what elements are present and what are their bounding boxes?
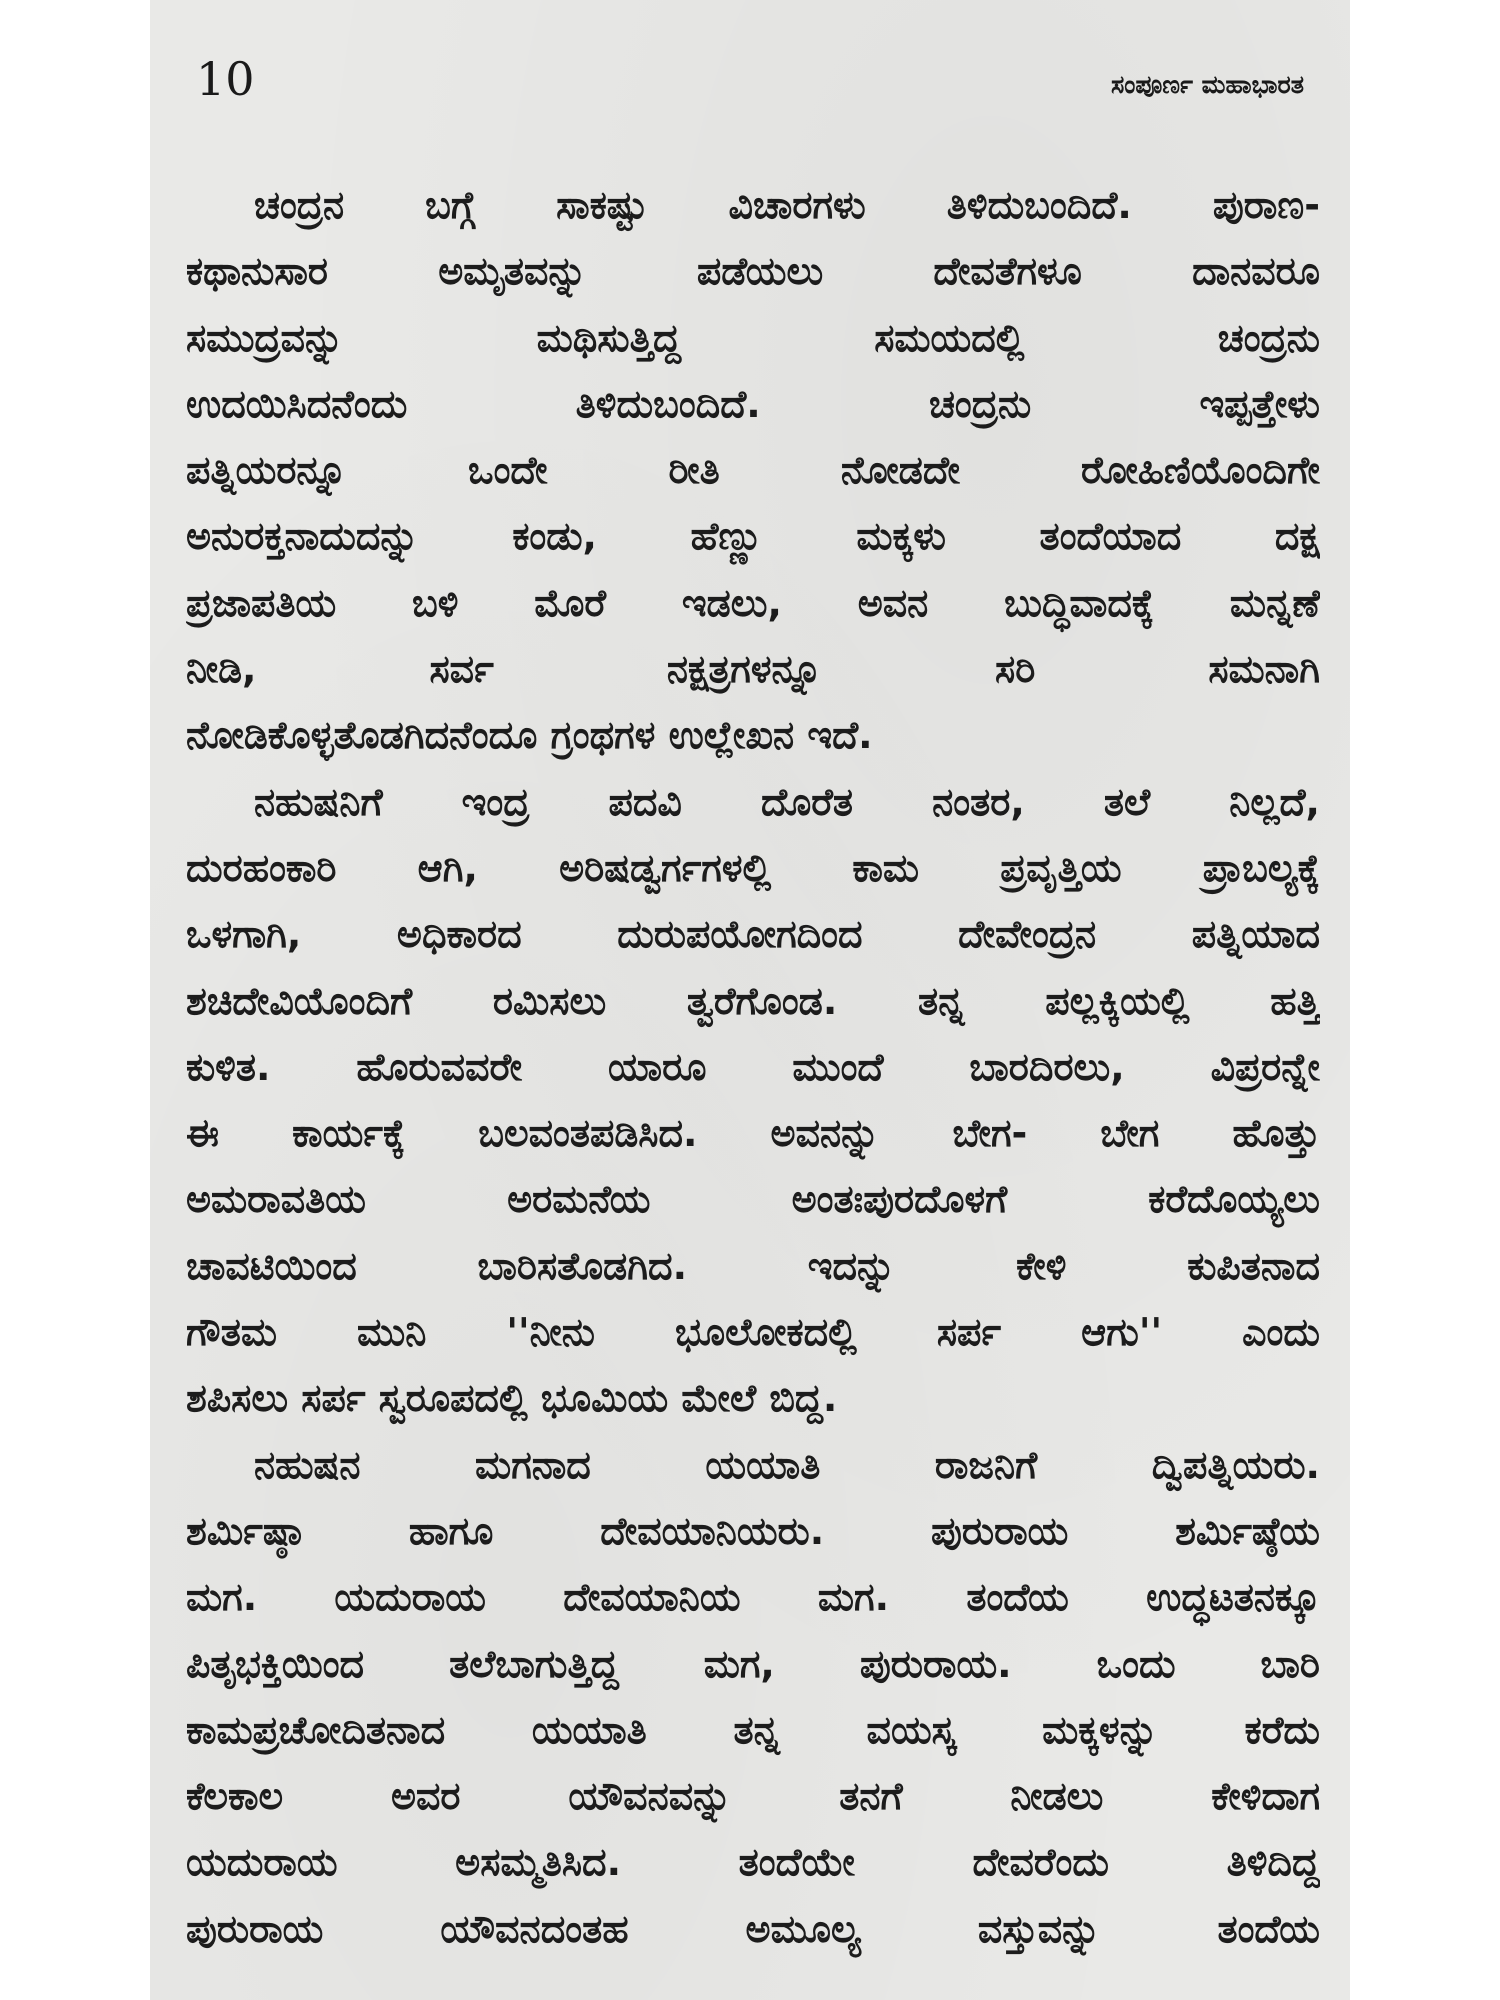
text-line: ಯದುರಾಯ ಅಸಮ್ಮತಿಸಿದ. ತಂದೆಯೇ ದೇವರೆಂದು ತಿಳಿದಿದ್ದ <box>186 1840 1320 1885</box>
text-line: ಅನುರಕ್ತನಾದುದನ್ನು ಕಂಡು, ಹೆಣ್ಣು ಮಕ್ಕಳು ತಂದೆಯಾದ ದಕ್ಷ <box>186 514 1320 559</box>
text-line: ದುರಹಂಕಾರಿ ಆಗಿ, ಅರಿಷಡ್ವರ್ಗಗಳಲ್ಲಿ ಕಾಮ ಪ್ರವೃತ್ತಿಯ ಪ್ರಾಬಲ್ಯಕ್ಕೆ <box>186 845 1320 890</box>
book-page <box>150 0 1350 2000</box>
text-line: ಗೌತಮ ಮುನಿ ''ನೀನು ಭೂಲೋಕದಲ್ಲಿ ಸರ್ಪ ಆಗು'' ಎಂದು <box>186 1310 1320 1355</box>
text-line: ನೀಡಿ, ಸರ್ವ ನಕ್ಷತ್ರಗಳನ್ನೂ ಸರಿ ಸಮನಾಗಿ <box>186 647 1320 692</box>
text-line: ನಹುಷನ ಮಗನಾದ ಯಯಾತಿ ರಾಜನಿಗೆ ದ್ವಿಪತ್ನಿಯರು. <box>254 1442 1320 1487</box>
text-line: ಒಳಗಾಗಿ, ಅಧಿಕಾರದ ದುರುಪಯೋಗದಿಂದ ದೇವೇಂದ್ರನ ಪತ್ನಿಯಾದ <box>186 912 1320 957</box>
text-line: ಸಮುದ್ರವನ್ನು ಮಥಿಸುತ್ತಿದ್ದ ಸಮಯದಲ್ಲಿ ಚಂದ್ರನು <box>186 315 1320 360</box>
text-line: ಪುರುರಾಯ ಯೌವನದಂತಹ ಅಮೂಲ್ಯ ವಸ್ತುವನ್ನು ತಂದೆಯ <box>186 1906 1320 1951</box>
body-text <box>186 172 1320 1962</box>
text-line: ಚಾವಟಿಯಿಂದ ಬಾರಿಸತೊಡಗಿದ. ಇದನ್ನು ಕೇಳಿ ಕುಪಿತನಾದ <box>186 1243 1320 1288</box>
page-number: 10 <box>196 52 255 106</box>
running-head-title: ಸಂಪೂರ್ಣ ಮಹಾಭಾರತ <box>1111 70 1304 99</box>
text-line: ಕಾಮಪ್ರಚೋದಿತನಾದ ಯಯಾತಿ ತನ್ನ ವಯಸ್ಕ ಮಕ್ಕಳನ್ನು ಕರೆದು <box>186 1707 1320 1752</box>
text-line: ಉದಯಿಸಿದನೆಂದು ತಿಳಿದುಬಂದಿದೆ. ಚಂದ್ರನು ಇಪ್ಪತ್ತೇಳು <box>186 381 1320 426</box>
text-line: ನೋಡಿಕೊಳ್ಳತೊಡಗಿದನೆಂದೂ ಗ್ರಂಥಗಳ ಉಲ್ಲೇಖನ ಇದೆ. <box>186 713 873 758</box>
text-line: ಕಥಾನುಸಾರ ಅಮೃತವನ್ನು ಪಡೆಯಲು ದೇವತೆಗಳೂ ದಾನವರೂ <box>186 249 1320 294</box>
text-line: ಅಮರಾವತಿಯ ಅರಮನೆಯ ಅಂತಃಪುರದೊಳಗೆ ಕರೆದೊಯ್ಯಲು <box>186 1177 1320 1222</box>
text-line: ಈ ಕಾರ್ಯಕ್ಕೆ ಬಲವಂತಪಡಿಸಿದ. ಅವನನ್ನು ಬೇಗ- ಬೇಗ ಹೊತ್ತು <box>186 1111 1320 1156</box>
text-line: ಚಂದ್ರನ ಬಗ್ಗೆ ಸಾಕಷ್ಟು ವಿಚಾರಗಳು ತಿಳಿದುಬಂದಿದೆ. ಪುರಾಣ- <box>254 183 1320 227</box>
text-line: ಮಗ. ಯದುರಾಯ ದೇವಯಾನಿಯ ಮಗ. ತಂದೆಯ ಉದ್ಧಟತನಕ್ಕೂ <box>186 1575 1320 1620</box>
text-line: ಪಿತೃಭಕ್ತಿಯಿಂದ ತಲೆಬಾಗುತ್ತಿದ್ದ ಮಗ, ಪುರುರಾಯ. ಒಂದು ಬಾರಿ <box>186 1641 1320 1686</box>
text-line: ಪ್ರಜಾಪತಿಯ ಬಳಿ ಮೊರೆ ಇಡಲು, ಅವನ ಬುದ್ಧಿವಾದಕ್ಕೆ ಮನ್ನಣೆ <box>186 580 1320 625</box>
text-line: ಕುಳಿತ. ಹೊರುವವರೇ ಯಾರೂ ಮುಂದೆ ಬಾರದಿರಲು, ವಿಪ್ರರನ್ನೇ <box>186 1044 1320 1089</box>
text-line: ಕೆಲಕಾಲ ಅವರ ಯೌವನವನ್ನು ತನಗೆ ನೀಡಲು ಕೇಳಿದಾಗ <box>186 1774 1320 1819</box>
text-line: ಪತ್ನಿಯರನ್ನೂ ಒಂದೇ ರೀತಿ ನೋಡದೇ ರೋಹಿಣಿಯೊಂದಿಗೇ <box>186 448 1320 493</box>
text-line: ಶಪಿಸಲು ಸರ್ಪ ಸ್ವರೂಪದಲ್ಲಿ ಭೂಮಿಯ ಮೇಲೆ ಬಿದ್ದ. <box>186 1376 838 1421</box>
text-line: ಶಚಿದೇವಿಯೊಂದಿಗೆ ರಮಿಸಲು ತ್ವರೆಗೊಂಡ. ತನ್ನ ಪಲ್ಲಕ್ಕಿಯಲ್ಲಿ ಹತ್ತಿ <box>186 978 1320 1023</box>
text-line: ಶರ್ಮಿಷ್ಠಾ ಹಾಗೂ ದೇವಯಾನಿಯರು. ಪುರುರಾಯ ಶರ್ಮಿಷ್ಠೆಯ <box>186 1508 1320 1553</box>
text-line: ನಹುಷನಿಗೆ ಇಂದ್ರ ಪದವಿ ದೊರೆತ ನಂತರ, ತಲೆ ನಿಲ್ಲದೆ, <box>254 779 1320 824</box>
